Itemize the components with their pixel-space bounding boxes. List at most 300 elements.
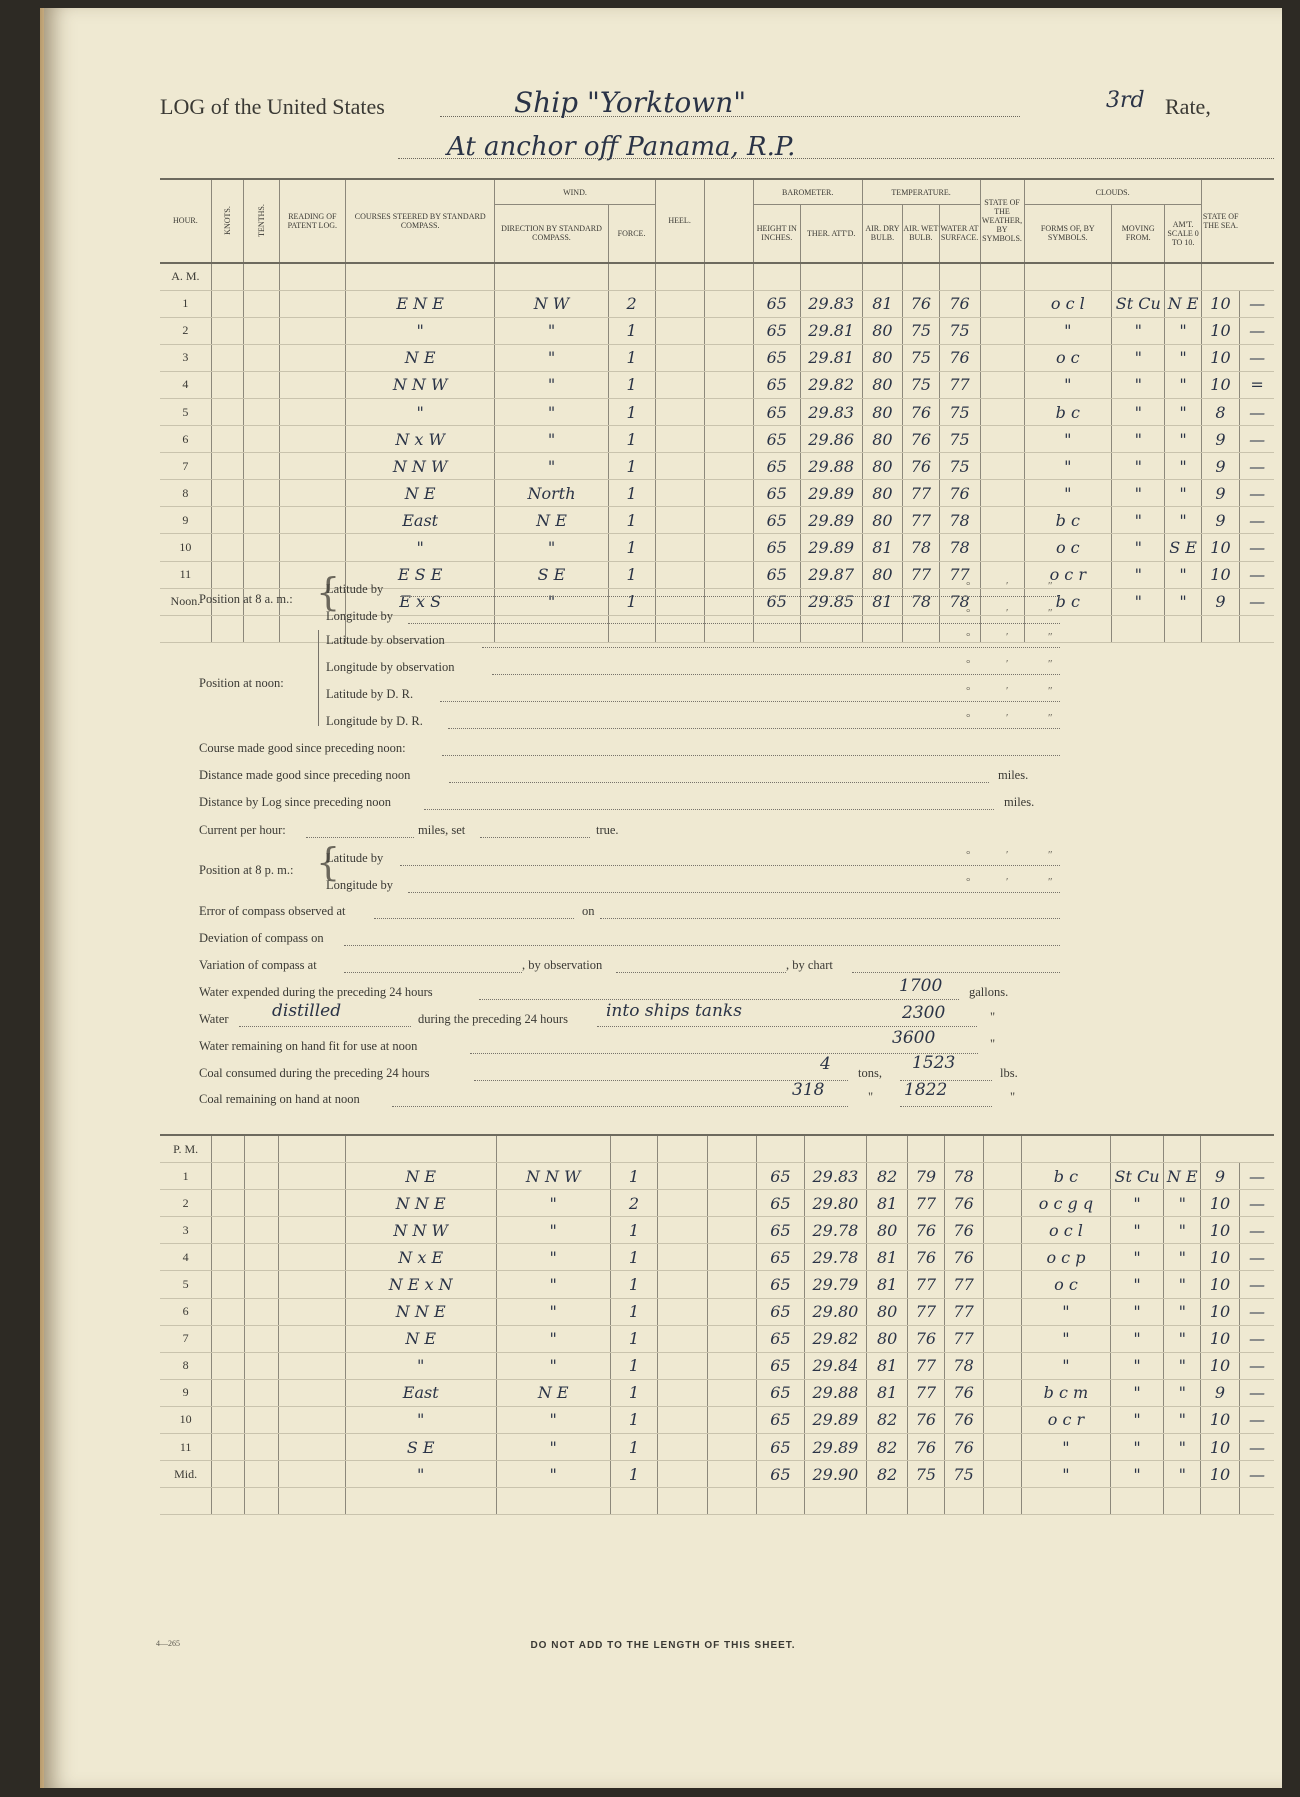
- pm-cell-dry: 76: [908, 1325, 945, 1352]
- pm-cell-baro: 29.79: [804, 1271, 866, 1298]
- by-observation-label: , by observation: [522, 958, 603, 972]
- am-cell-wet: 76: [939, 344, 980, 371]
- am-cell-ther: 80: [862, 426, 903, 453]
- am-cell-course: ": [345, 317, 494, 344]
- pm-cell-moving: ": [1164, 1406, 1201, 1433]
- pm-cell-wet: 76: [944, 1379, 983, 1406]
- location: At anchor off Panama, R.P.: [447, 132, 796, 162]
- variation-label: Variation of compass at: [199, 958, 317, 972]
- degree-mark: ″: [1048, 685, 1053, 697]
- pm-cell-h: 10: [160, 1406, 212, 1433]
- am-table-row: [160, 426, 1274, 453]
- am-table-row: [160, 398, 1274, 425]
- pm-cell-baro: 29.78: [804, 1244, 866, 1271]
- pm-cell-force: 1: [610, 1244, 657, 1271]
- pm-cell-dry: 75: [908, 1461, 945, 1488]
- am-cell-sea: —: [1240, 480, 1274, 507]
- pm-cell-h: 3: [160, 1217, 212, 1244]
- pm-cell-amt: 10: [1201, 1352, 1240, 1379]
- log-page: LOG of the United States Ship "Yorktown" 3rd Rate, At anchor off Panama, R.P. HOUR. KNOTS. TENTHS. READING OF PATENT LOG. COURSES STEERED BY STANDARD COMPASS. WIND. HEEL. BAROMETER. TEMPERATURE. STATE OF THE WEATHER, BY SYMBOLS. CLOUDS. STATE OF THE SEA. DIRECTION BY STANDARD COMPASS. FORCE. HEIGHT IN INCHES. THER. ATT'D. AIR. DRY BULB. AIR. WET BULB. WATER AT SURFACE. FORMS OF, BY SYMBOLS. MOVING FROM. AM'T. SCALE 0 TO 10. A. M. 1 E N E N W 2 65 29.83 81 76 76 o c l St Cu N E 10 — 2 " " 1 65 29.81 80 75 75 " " " 10 — 3 N E " 1 65 29.81 80 75 76 o c " " 10 — 4 N N W " 1 65 29.82 80 75 77 " " " 10 = 5 " " 1 65 29.83 80 76 75 b c " " 8 — 6 N x W " 1 65 29.86 80 76 75 " " " 9 — 7 N N W " 1 65 29.88 80 76 75 " " " 9 — 8 N E North 1 65 29.89 80 77 76 " " " 9 — 9 East N E 1 65 29.89 80 77 78 b c " " 9 — 10 " " 1 65 29.89 81 78 78 o c " S E 10 — 11 E S E S E 1 65 29.87 80 77 77 o c r " " 10 — Noon. E x S " 1 65 29.85 81 78 78 b c " " 9 — Position at 8 a. m.: { Latitude by Longitude by Position at noon: Latitude by observation Longitude by observation Latitude by D. R. Longitude by D. R. Course made good since preceding noon: Distance made good since preceding noon miles. Distance by Log since preceding noon miles. Current per hour: miles, set true. Position at 8 p. m.: { Latitude by Longitude by Error of compass observed at on Deviation of compass on Variation of compass at , by observation , by chart Water expended during the preceding 24 hours 1700 gallons. Water distilled during the preceding 24 hours into ships tanks 2300 " Water remaining on hand fit for use at noon 3600 " Coal consumed during the preceding 24 hours 4 tons, 1523 lbs. Coal remaining on hand at noon 318 " 1822 " ° ′ ″ ° ′ ″ ° ′ ″ ° ′ ″ ° ′ ″ ° ′ ″ ° ′ ″ ° ′ ″ P. M. 1 N E N N W 1 65 29.83 82 79 78 b c St Cu N E 9 — 2 N N E " 2 65 29.80 81 77 76 o c g q " " 10 — 3 N N W " 1 65 29.78 80 76 76 o c l " " 10 — 4 N x E " 1 65 29.78 81 76 76 o c p " " 10 — 5 N E x N " 1 65 29.79 81 77 77 o c " " 10 — 6 N N E " 1 65 29.80 80 77 77 " " " 10 — 7 N E " 1 65 29.82 80 76 77 " " " 10 — 8 " " 1 65 29.84 81 77 78 " " " 10 — 9 East N E 1 65 29.88 81 77 76 b c m " " 9 — 10 " " 1 65 29.89 82 76 76 o c r " " 10 — 11 S E " 1 65 29.89 82 76 76 " " " 10 — Mid. " " 1 65 29.90 82 75 75 " " " 10 — 4—265 DO NOT ADD TO THE LENGTH OF THIS SHEET.: [44, 8, 1282, 1788]
- pm-cell-sea: —: [1239, 1461, 1274, 1488]
- pm-cell-h: 6: [160, 1298, 212, 1325]
- am-cell-dry: 76: [903, 426, 939, 453]
- am-cell-dry: 75: [903, 344, 939, 371]
- am-cell-weather: ": [1024, 371, 1112, 398]
- pm-cell-amt: 10: [1201, 1298, 1240, 1325]
- am-cell-col: 65: [753, 588, 800, 615]
- am-cell-baro: 29.83: [800, 398, 862, 425]
- col-courses: COURSES STEERED BY STANDARD COMPASS.: [345, 179, 494, 263]
- am-cell-ther: 80: [862, 453, 903, 480]
- degree-mark: °: [966, 712, 971, 724]
- pm-cell-force: 1: [610, 1325, 657, 1352]
- pm-cell-baro: 29.83: [804, 1163, 866, 1190]
- pm-cell-h: Mid.: [160, 1461, 212, 1488]
- am-cell-baro: 29.83: [800, 290, 862, 317]
- pm-cell-moving: ": [1164, 1379, 1201, 1406]
- current-label: Current per hour:: [199, 823, 286, 837]
- miles-set-label: miles, set: [418, 823, 466, 837]
- am-cell-course: ": [345, 398, 494, 425]
- col-cloud-amount: AM'T. SCALE 0 TO 10.: [1165, 205, 1201, 263]
- am-cell-amt: 10: [1201, 290, 1239, 317]
- pm-cell-force: 1: [610, 1298, 657, 1325]
- pm-cell-forms: ": [1110, 1352, 1164, 1379]
- pm-table-row: [160, 1325, 1274, 1352]
- am-table-row: [160, 371, 1274, 398]
- pm-cell-sea: —: [1239, 1434, 1274, 1461]
- am-cell-force: 1: [608, 534, 655, 561]
- pm-cell-dir: ": [496, 1190, 610, 1217]
- am-cell-baro: 29.81: [800, 344, 862, 371]
- am-cell-force: 1: [608, 426, 655, 453]
- col-clouds: CLOUDS.: [1024, 179, 1201, 205]
- am-cell-dir: North: [495, 480, 608, 507]
- am-cell-course: N N W: [345, 371, 494, 398]
- am-cell-sea: —: [1240, 588, 1274, 615]
- am-cell-moving: ": [1165, 317, 1201, 344]
- pm-cell-course: N N E: [345, 1298, 496, 1325]
- am-cell-ther: 80: [862, 344, 903, 371]
- pm-cell-course: N E x N: [345, 1271, 496, 1298]
- pm-cell-sea: —: [1239, 1406, 1274, 1433]
- am-cell-dry: 76: [903, 398, 939, 425]
- rate-label: Rate,: [1165, 94, 1211, 119]
- pm-cell-col: 65: [757, 1379, 804, 1406]
- am-cell-weather: b c: [1024, 588, 1112, 615]
- am-cell-h: 2: [160, 317, 211, 344]
- am-cell-weather: ": [1024, 453, 1112, 480]
- am-cell-sea: —: [1240, 453, 1274, 480]
- pm-cell-h: 7: [160, 1325, 212, 1352]
- am-cell-course: East: [345, 507, 494, 534]
- pm-cell-weather: o c p: [1022, 1244, 1110, 1271]
- pm-cell-course: ": [345, 1406, 496, 1433]
- pm-cell-ther: 81: [867, 1271, 908, 1298]
- ship-name: Ship "Yorktown": [514, 86, 747, 119]
- degree-mark: ″: [1048, 712, 1053, 724]
- col-blank: [704, 179, 753, 263]
- am-cell-force: 1: [608, 561, 655, 588]
- pm-table-row: [160, 1271, 1274, 1298]
- error-compass-label: Error of compass observed at: [199, 904, 346, 918]
- pm-cell-col: 65: [757, 1298, 804, 1325]
- pm-cell-dir: ": [496, 1461, 610, 1488]
- am-cell-ther: 80: [862, 371, 903, 398]
- sheet-notice: DO NOT ADD TO THE LENGTH OF THIS SHEET.: [530, 1640, 796, 1651]
- am-cell-ther: 80: [862, 317, 903, 344]
- am-cell-amt: 10: [1201, 561, 1239, 588]
- water-label: Water: [199, 1012, 229, 1026]
- am-cell-col: 65: [753, 290, 800, 317]
- am-cell-ther: 80: [862, 507, 903, 534]
- am-cell-dry: 76: [903, 453, 939, 480]
- am-cell-baro: 29.85: [800, 588, 862, 615]
- degree-mark: ′: [1006, 685, 1009, 697]
- pm-cell-ther: 81: [867, 1244, 908, 1271]
- pm-cell-dry: 79: [908, 1163, 945, 1190]
- am-cell-moving: ": [1165, 371, 1201, 398]
- pm-cell-dry: 76: [908, 1244, 945, 1271]
- am-cell-forms: ": [1112, 344, 1165, 371]
- water-remaining-label: Water remaining on hand fit for use at noon: [199, 1039, 418, 1053]
- am-cell-moving: ": [1165, 344, 1201, 371]
- am-cell-dir: ": [495, 371, 608, 398]
- pm-cell-ther: 82: [867, 1406, 908, 1433]
- am-cell-amt: 8: [1201, 398, 1239, 425]
- degree-mark: ′: [1006, 580, 1009, 592]
- long-by-label: Longitude by: [326, 609, 394, 623]
- col-cloud-forms: FORMS OF, BY SYMBOLS.: [1024, 205, 1112, 263]
- am-cell-dry: 77: [903, 507, 939, 534]
- pm-cell-moving: ": [1164, 1190, 1201, 1217]
- by-chart-label: , by chart: [786, 958, 833, 972]
- true-label: true.: [596, 823, 619, 837]
- am-cell-forms: ": [1112, 453, 1165, 480]
- am-cell-wet: 77: [939, 371, 980, 398]
- degree-mark: ′: [1006, 631, 1009, 643]
- am-cell-moving: ": [1165, 398, 1201, 425]
- pm-cell-forms: St Cu: [1110, 1163, 1164, 1190]
- am-cell-dir: ": [495, 344, 608, 371]
- long-dr-label: Longitude by D. R.: [326, 714, 423, 728]
- am-cell-force: 1: [608, 453, 655, 480]
- pm-cell-sea: —: [1239, 1271, 1274, 1298]
- pm-cell-moving: ": [1164, 1352, 1201, 1379]
- pm-cell-moving: ": [1164, 1325, 1201, 1352]
- ditto-4: ": [1010, 1090, 1016, 1104]
- pm-cell-dir: ": [496, 1217, 610, 1244]
- am-cell-weather: o c: [1024, 534, 1112, 561]
- am-cell-weather: b c: [1024, 507, 1112, 534]
- am-cell-col: 65: [753, 371, 800, 398]
- pm-table-row: [160, 1406, 1274, 1433]
- am-cell-course: N E: [345, 480, 494, 507]
- am-cell-course: E N E: [345, 290, 494, 317]
- pm-cell-amt: 9: [1201, 1379, 1240, 1406]
- am-cell-moving: ": [1165, 426, 1201, 453]
- am-cell-amt: 9: [1201, 507, 1239, 534]
- during-24-label: during the preceding 24 hours: [418, 1012, 568, 1026]
- lat-dr-label: Latitude by D. R.: [326, 687, 414, 701]
- tons-label: tons,: [858, 1066, 882, 1080]
- am-cell-forms: ": [1112, 588, 1165, 615]
- pm-cell-dir: ": [496, 1244, 610, 1271]
- am-cell-dir: ": [495, 453, 608, 480]
- am-cell-forms: ": [1112, 426, 1165, 453]
- am-table-row: [160, 344, 1274, 371]
- pm-section-label: P. M.: [160, 1135, 212, 1163]
- pm-cell-wet: 77: [944, 1271, 983, 1298]
- pm-cell-baro: 29.89: [804, 1406, 866, 1433]
- am-cell-h: 7: [160, 453, 211, 480]
- pm-cell-force: 1: [610, 1217, 657, 1244]
- form-number: 4—265: [156, 1639, 180, 1648]
- pm-cell-dir: ": [496, 1434, 610, 1461]
- am-cell-dir: ": [495, 588, 608, 615]
- am-cell-forms: ": [1112, 561, 1165, 588]
- long-obs-label: Longitude by observation: [326, 660, 455, 674]
- coal-remaining-label: Coal remaining on hand at noon: [199, 1092, 360, 1106]
- pm-cell-weather: ": [1022, 1325, 1110, 1352]
- rate-value: 3rd: [1106, 88, 1145, 113]
- am-cell-dir: ": [495, 534, 608, 561]
- pm-blank-row: [160, 1488, 1274, 1515]
- deviation-label: Deviation of compass on: [199, 931, 324, 945]
- pm-cell-h: 9: [160, 1379, 212, 1406]
- am-cell-ther: 81: [862, 588, 903, 615]
- pm-cell-moving: ": [1164, 1217, 1201, 1244]
- am-cell-ther: 80: [862, 398, 903, 425]
- pm-table-row: [160, 1298, 1274, 1325]
- am-cell-col: 65: [753, 317, 800, 344]
- pm-cell-dry: 76: [908, 1434, 945, 1461]
- pm-cell-force: 2: [610, 1190, 657, 1217]
- degree-mark: ″: [1048, 658, 1053, 670]
- am-table-row: [160, 534, 1274, 561]
- am-cell-dry: 78: [903, 534, 939, 561]
- am-table-row: [160, 480, 1274, 507]
- miles-2: miles.: [1004, 795, 1035, 809]
- pm-cell-moving: ": [1164, 1461, 1201, 1488]
- lbs-label: lbs.: [1000, 1066, 1018, 1080]
- pm-cell-moving: N E: [1164, 1163, 1201, 1190]
- pm-cell-forms: ": [1110, 1271, 1164, 1298]
- pm-cell-dry: 77: [908, 1190, 945, 1217]
- am-cell-baro: 29.89: [800, 534, 862, 561]
- pm-cell-baro: 29.89: [804, 1434, 866, 1461]
- water-remaining-value: 3600: [892, 1028, 936, 1048]
- pm-cell-course: N E: [345, 1325, 496, 1352]
- coal-lbs-value: 1523: [912, 1053, 956, 1073]
- col-tenths: TENTHS.: [243, 179, 279, 263]
- am-cell-dir: N E: [495, 507, 608, 534]
- pm-log-table: [160, 1134, 1274, 1515]
- am-cell-moving: ": [1165, 453, 1201, 480]
- pm-cell-weather: o c g q: [1022, 1190, 1110, 1217]
- coal-rem-lbs-value: 1822: [904, 1080, 948, 1100]
- degree-mark: ′: [1006, 849, 1009, 861]
- degree-mark: ″: [1048, 580, 1053, 592]
- pm-cell-col: 65: [757, 1190, 804, 1217]
- pm-cell-dir: ": [496, 1406, 610, 1433]
- am-cell-dry: 77: [903, 480, 939, 507]
- pm-cell-col: 65: [757, 1325, 804, 1352]
- pm-table-row: [160, 1244, 1274, 1271]
- pm-cell-baro: 29.84: [804, 1352, 866, 1379]
- am-cell-forms: St Cu: [1112, 290, 1165, 317]
- am-cell-wet: 78: [939, 507, 980, 534]
- degree-mark: °: [966, 685, 971, 697]
- degree-mark: °: [966, 876, 971, 888]
- pm-cell-forms: ": [1110, 1217, 1164, 1244]
- pm-cell-ther: 80: [867, 1298, 908, 1325]
- pm-cell-h: 4: [160, 1244, 212, 1271]
- degree-mark: ″: [1048, 876, 1053, 888]
- pm-table-row: [160, 1163, 1274, 1190]
- pm-cell-weather: b c m: [1022, 1379, 1110, 1406]
- am-cell-h: 1: [160, 290, 211, 317]
- am-cell-course: E x S: [345, 588, 494, 615]
- col-wind-force: FORCE.: [608, 205, 655, 263]
- pm-cell-force: 1: [610, 1271, 657, 1298]
- am-cell-amt: 10: [1201, 534, 1239, 561]
- am-table-row: [160, 507, 1274, 534]
- pm-cell-ther: 80: [867, 1217, 908, 1244]
- pm-cell-baro: 29.90: [804, 1461, 866, 1488]
- am-cell-weather: o c r: [1024, 561, 1112, 588]
- pm-cell-col: 65: [757, 1434, 804, 1461]
- pm-cell-h: 5: [160, 1271, 212, 1298]
- am-cell-forms: ": [1112, 317, 1165, 344]
- pm-cell-force: 1: [610, 1379, 657, 1406]
- am-cell-sea: —: [1240, 290, 1274, 317]
- col-barometer: BAROMETER.: [753, 179, 862, 205]
- am-cell-amt: 9: [1201, 588, 1239, 615]
- am-cell-wet: 78: [939, 534, 980, 561]
- degree-mark: ′: [1006, 658, 1009, 670]
- am-cell-h: 10: [160, 534, 211, 561]
- am-cell-sea: =: [1240, 371, 1274, 398]
- coal-consumed-label: Coal consumed during the preceding 24 hours: [199, 1066, 430, 1080]
- pm-cell-weather: ": [1022, 1298, 1110, 1325]
- am-cell-weather: ": [1024, 480, 1112, 507]
- am-cell-force: 1: [608, 344, 655, 371]
- col-knots: KNOTS.: [211, 179, 243, 263]
- pm-cell-dry: 77: [908, 1271, 945, 1298]
- am-cell-baro: 29.86: [800, 426, 862, 453]
- pm-cell-h: 11: [160, 1434, 212, 1461]
- am-cell-course: N x W: [345, 426, 494, 453]
- pm-cell-wet: 76: [944, 1434, 983, 1461]
- am-cell-col: 65: [753, 534, 800, 561]
- water-expended-value: 1700: [899, 976, 943, 996]
- pm-cell-dry: 77: [908, 1379, 945, 1406]
- degree-mark: °: [966, 580, 971, 592]
- on-label: on: [582, 904, 595, 918]
- am-cell-baro: 29.82: [800, 371, 862, 398]
- am-cell-h: 4: [160, 371, 211, 398]
- water-distilled-value: 2300: [902, 1003, 946, 1023]
- am-cell-moving: S E: [1165, 534, 1201, 561]
- am-section-label: A. M.: [160, 263, 211, 291]
- col-weather: STATE OF THE WEATHER, BY SYMBOLS.: [980, 179, 1024, 263]
- am-cell-wet: 77: [939, 561, 980, 588]
- pm-cell-col: 65: [757, 1461, 804, 1488]
- pm-cell-wet: 78: [944, 1163, 983, 1190]
- am-cell-sea: —: [1240, 507, 1274, 534]
- pm-cell-h: 8: [160, 1352, 212, 1379]
- pm-cell-baro: 29.82: [804, 1325, 866, 1352]
- degree-mark: ′: [1006, 607, 1009, 619]
- pm-cell-course: ": [345, 1352, 496, 1379]
- ditto-1: ": [990, 1010, 996, 1024]
- am-cell-dry: 78: [903, 588, 939, 615]
- degree-mark: °: [966, 607, 971, 619]
- pm-cell-weather: ": [1022, 1461, 1110, 1488]
- pm-table-row: [160, 1434, 1274, 1461]
- am-cell-h: 5: [160, 398, 211, 425]
- degree-mark: ″: [1048, 607, 1053, 619]
- pm-cell-ther: 81: [867, 1379, 908, 1406]
- am-cell-h: 11: [160, 561, 211, 588]
- am-cell-ther: 80: [862, 480, 903, 507]
- am-cell-baro: 29.88: [800, 453, 862, 480]
- degree-mark: ′: [1006, 712, 1009, 724]
- col-air-wet: AIR. WET BULB.: [903, 205, 939, 263]
- pm-cell-amt: 10: [1201, 1244, 1240, 1271]
- pm-cell-weather: b c: [1022, 1163, 1110, 1190]
- am-cell-col: 65: [753, 480, 800, 507]
- pm-cell-dry: 77: [908, 1352, 945, 1379]
- am-cell-moving: ": [1165, 561, 1201, 588]
- pm-cell-amt: 10: [1201, 1461, 1240, 1488]
- am-cell-force: 1: [608, 480, 655, 507]
- pm-table-row: [160, 1461, 1274, 1488]
- am-cell-weather: o c: [1024, 344, 1112, 371]
- am-cell-amt: 10: [1201, 371, 1239, 398]
- am-cell-wet: 75: [939, 426, 980, 453]
- pm-cell-col: 65: [757, 1352, 804, 1379]
- pm-cell-sea: —: [1239, 1217, 1274, 1244]
- am-cell-wet: 75: [939, 317, 980, 344]
- am-cell-dry: 77: [903, 561, 939, 588]
- pm-cell-moving: ": [1164, 1434, 1201, 1461]
- am-cell-wet: 76: [939, 290, 980, 317]
- pm-cell-sea: —: [1239, 1163, 1274, 1190]
- am-cell-moving: N E: [1165, 290, 1201, 317]
- pm-cell-ther: 82: [867, 1163, 908, 1190]
- degree-mark: ′: [1006, 876, 1009, 888]
- pm-cell-ther: 81: [867, 1352, 908, 1379]
- am-cell-force: 1: [608, 317, 655, 344]
- degree-mark: ″: [1048, 849, 1053, 861]
- am-cell-baro: 29.87: [800, 561, 862, 588]
- pm-cell-forms: ": [1110, 1190, 1164, 1217]
- am-cell-col: 65: [753, 398, 800, 425]
- pm-cell-weather: o c l: [1022, 1217, 1110, 1244]
- pm-cell-dir: ": [496, 1325, 610, 1352]
- col-air-dry: AIR. DRY BULB.: [862, 205, 903, 263]
- pm-cell-force: 1: [610, 1461, 657, 1488]
- pm-cell-dir: ": [496, 1271, 610, 1298]
- pm-cell-dry: 76: [908, 1406, 945, 1433]
- pm-cell-forms: ": [1110, 1379, 1164, 1406]
- am-cell-amt: 9: [1201, 426, 1239, 453]
- pm-cell-dir: ": [496, 1352, 610, 1379]
- am-cell-col: 65: [753, 426, 800, 453]
- pm-cell-forms: ": [1110, 1298, 1164, 1325]
